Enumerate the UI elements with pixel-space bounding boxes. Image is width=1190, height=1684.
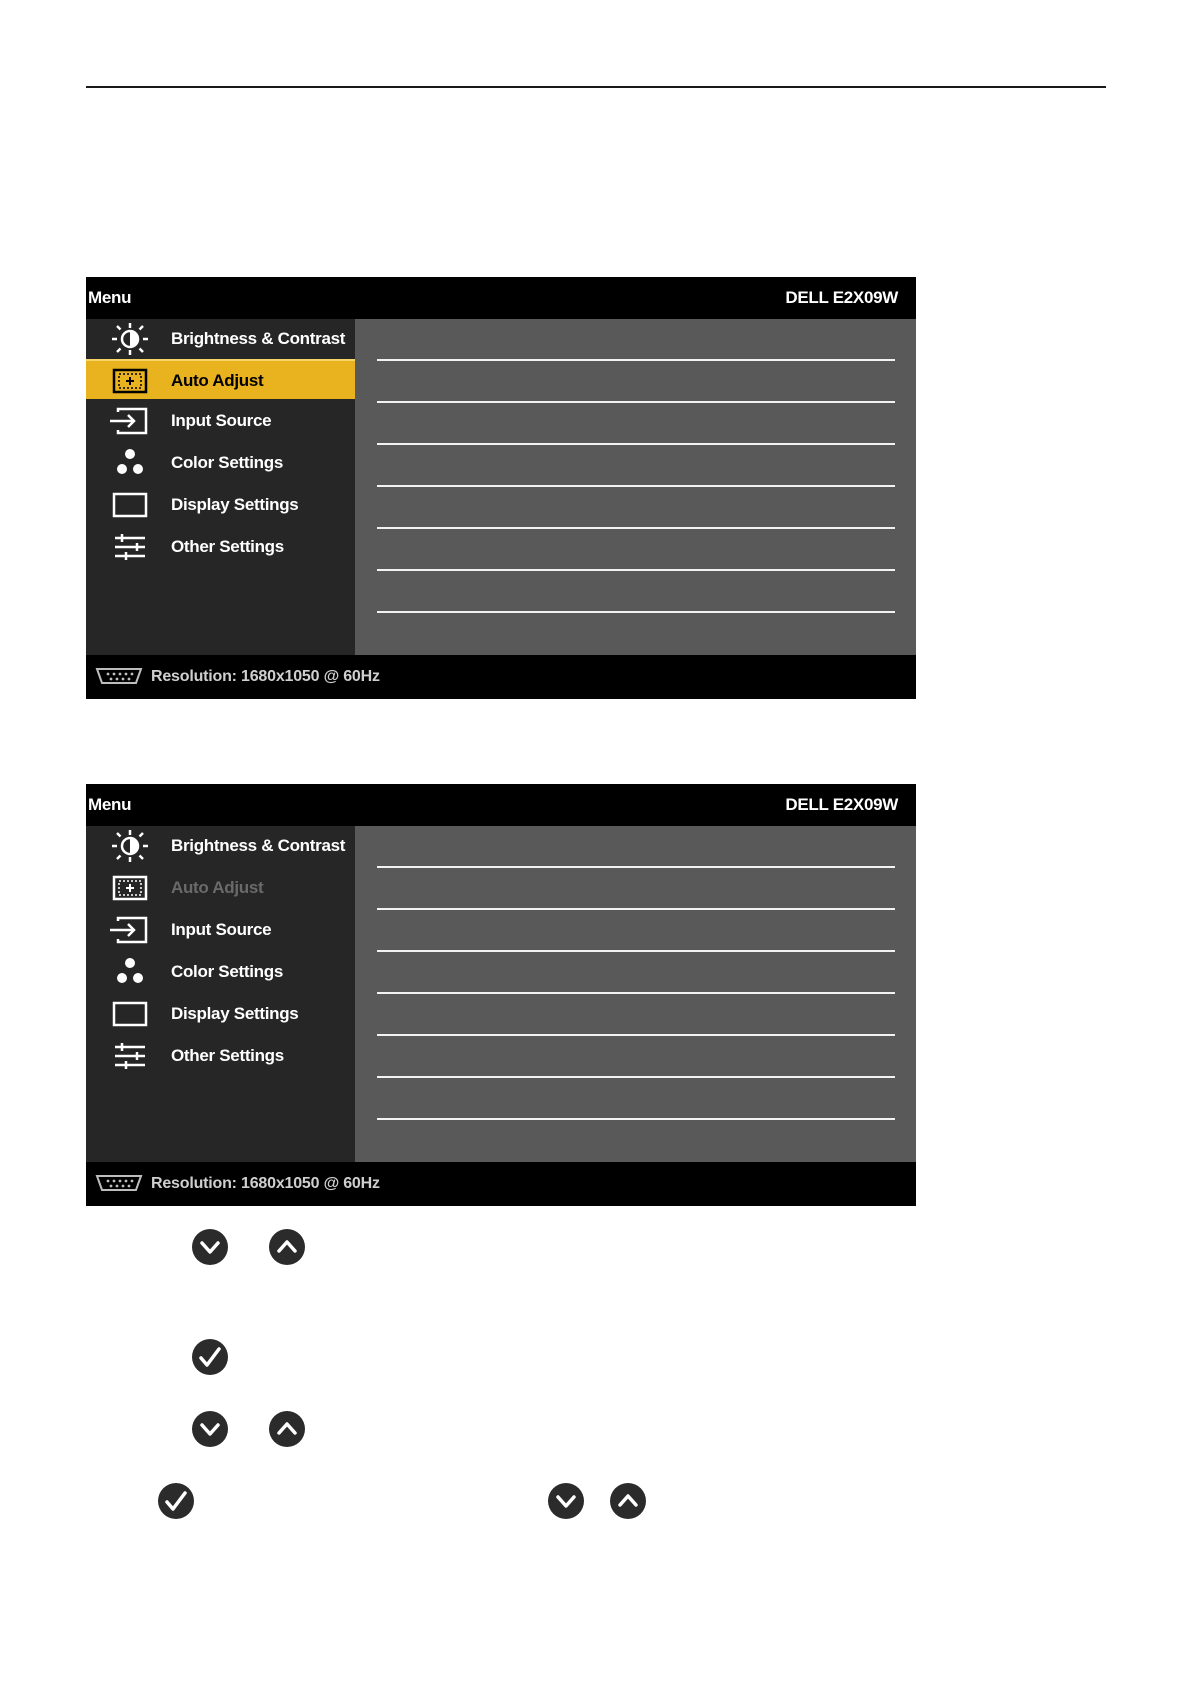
osd-menu-screen-2 xyxy=(86,784,916,1206)
osd-submenu-panel xyxy=(355,319,916,655)
brightness-icon xyxy=(106,321,154,357)
submenu-separator xyxy=(377,401,895,403)
up-button-icon[interactable] xyxy=(609,1482,647,1520)
menu-item-input-source[interactable] xyxy=(86,401,355,441)
other-settings-icon xyxy=(106,1038,154,1074)
osd-sidebar xyxy=(86,319,355,655)
submenu-separator xyxy=(377,443,895,445)
menu-item-auto-adjust[interactable] xyxy=(86,359,355,399)
submenu-separator xyxy=(377,1118,895,1120)
submenu-separator xyxy=(377,866,895,868)
color-settings-icon xyxy=(106,445,154,481)
osd-sidebar xyxy=(86,826,355,1162)
up-button-icon[interactable] xyxy=(268,1410,306,1448)
down-button-icon[interactable] xyxy=(547,1482,585,1520)
menu-item-other-settings[interactable] xyxy=(86,1036,355,1076)
menu-item-color-settings[interactable] xyxy=(86,443,355,483)
menu-item-label: Auto Adjust xyxy=(171,878,264,897)
submenu-separator xyxy=(377,485,895,487)
menu-item-label: Display Settings xyxy=(171,495,299,514)
osd-submenu-panel xyxy=(355,826,916,1162)
submenu-separator xyxy=(377,569,895,571)
menu-item-auto-adjust xyxy=(86,868,355,908)
resolution-status: Resolution: 1680x1050 @ 60Hz xyxy=(151,668,380,685)
vga-connector-icon xyxy=(94,1173,144,1193)
osd-header xyxy=(86,277,916,319)
menu-item-label: Other Settings xyxy=(171,537,284,556)
menu-item-display-settings[interactable] xyxy=(86,485,355,525)
menu-item-color-settings[interactable] xyxy=(86,952,355,992)
osd-menu-title: Menu xyxy=(88,288,132,307)
display-settings-icon xyxy=(106,487,154,523)
submenu-separator xyxy=(377,611,895,613)
osd-footer xyxy=(86,1162,916,1206)
up-button-icon[interactable] xyxy=(268,1228,306,1266)
check-button-icon[interactable] xyxy=(191,1338,229,1376)
menu-item-display-settings[interactable] xyxy=(86,994,355,1034)
menu-item-label: Other Settings xyxy=(171,1046,284,1065)
down-button-icon[interactable] xyxy=(191,1410,229,1448)
check-button-icon[interactable] xyxy=(157,1482,195,1520)
submenu-separator xyxy=(377,1034,895,1036)
vga-connector-icon xyxy=(94,666,144,686)
menu-item-input-source[interactable] xyxy=(86,910,355,950)
color-settings-icon xyxy=(106,954,154,990)
menu-item-brightness-contrast[interactable] xyxy=(86,826,355,866)
submenu-separator xyxy=(377,908,895,910)
menu-item-label: Color Settings xyxy=(171,962,283,981)
menu-item-brightness-contrast[interactable] xyxy=(86,319,355,359)
input-source-icon xyxy=(106,403,154,439)
osd-model-name: DELL E2X09W xyxy=(785,795,898,814)
auto-adjust-icon xyxy=(106,870,154,906)
submenu-separator xyxy=(377,359,895,361)
submenu-separator xyxy=(377,950,895,952)
menu-item-label: Brightness & Contrast xyxy=(171,329,346,348)
submenu-separator xyxy=(377,527,895,529)
menu-item-label: Display Settings xyxy=(171,1004,299,1023)
osd-menu-screen-1 xyxy=(86,277,916,699)
input-source-icon xyxy=(106,912,154,948)
osd-menu-title: Menu xyxy=(88,795,132,814)
other-settings-icon xyxy=(106,529,154,565)
osd-model-name: DELL E2X09W xyxy=(785,288,898,307)
down-button-icon[interactable] xyxy=(191,1228,229,1266)
display-settings-icon xyxy=(106,996,154,1032)
auto-adjust-icon xyxy=(106,363,154,399)
brightness-icon xyxy=(106,828,154,864)
menu-item-label: Color Settings xyxy=(171,453,283,472)
top-rule xyxy=(86,86,1106,88)
menu-item-label: Auto Adjust xyxy=(171,371,264,390)
menu-item-label: Input Source xyxy=(171,411,272,430)
resolution-status: Resolution: 1680x1050 @ 60Hz xyxy=(151,1175,380,1192)
submenu-separator xyxy=(377,992,895,994)
osd-header xyxy=(86,784,916,826)
osd-footer xyxy=(86,655,916,699)
menu-item-other-settings[interactable] xyxy=(86,527,355,567)
menu-item-label: Input Source xyxy=(171,920,272,939)
menu-item-label: Brightness & Contrast xyxy=(171,836,346,855)
submenu-separator xyxy=(377,1076,895,1078)
